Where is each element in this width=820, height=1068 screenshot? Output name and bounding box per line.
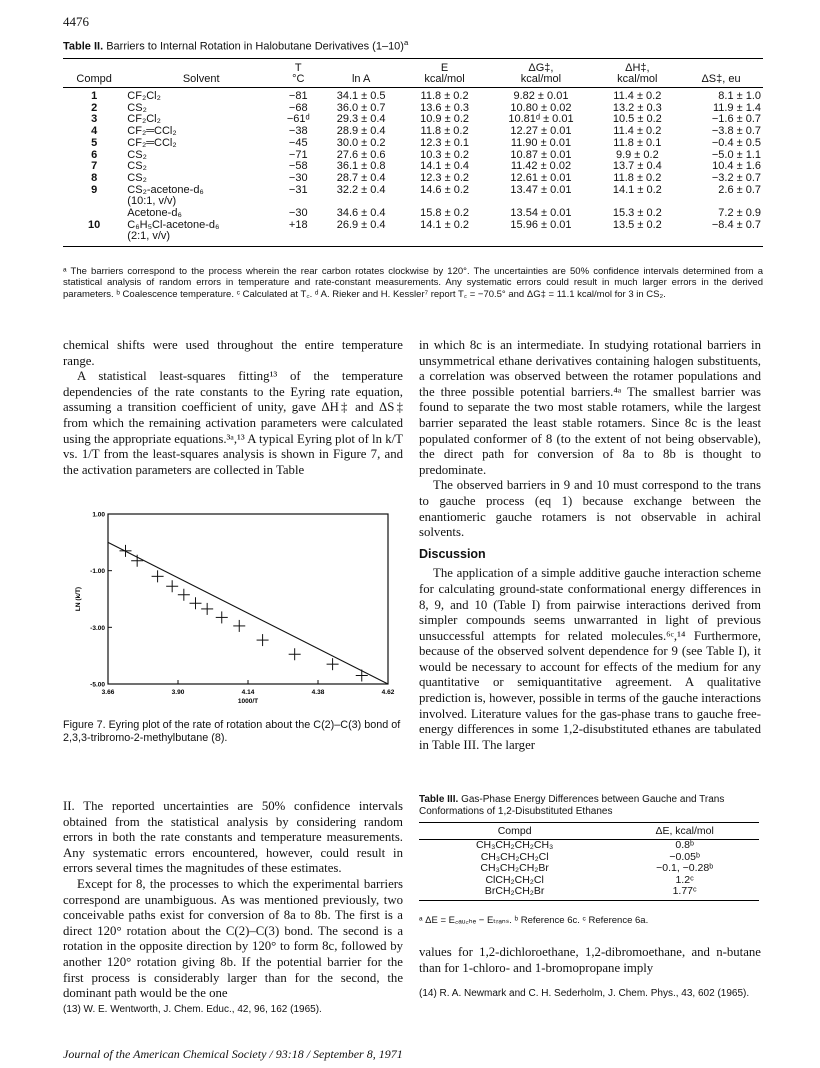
table-cell: 13.2 ± 0.3 [612,101,662,114]
figure7-caption: Figure 7. Eyring plot of the rate of rotation about the C(2)–C(3) bond of 2,3,3-tribromo-2-methylbutane (8). [63,719,401,744]
data-point [152,570,164,582]
table-cell: 11.8 ± 0.2 [420,125,469,138]
table-cell: 9.9 ± 0.2 [615,148,659,161]
y-tick-label: 1.00 [92,511,105,519]
table-row [419,875,759,887]
table-cell: 0.8ᵇ [675,839,694,851]
table2-header: kcal/mol [403,74,486,88]
table-cell: 4 [91,125,98,138]
data-point [356,670,368,682]
table-cell: 26.9 ± 0.4 [336,218,386,231]
table2-header: kcal/mol [596,74,679,88]
table-cell: −1.6 ± 0.7 [711,113,761,126]
table2-header: ΔS‡, eu [679,74,763,88]
y-tick-label: -3.00 [90,624,105,632]
table-cell: 27.6 ± 0.6 [336,148,386,161]
table-cell: 34.6 ± 0.4 [336,207,386,220]
table-cell: 9.82 ± 0.01 [513,90,569,102]
paragraph: The application of a simple additive gauche interaction scheme for calculating ground-state conformational energy differences in 8, 9, and 10 (Table I) from pairwise interactions derived from simpler compounds seems unwarranted in light of previous unsuccessful attempts for related molecules.⁶ᶜ,¹⁴ Furthermore, because of the observed solvent dependence for 9 (see Table I), it would be necessary to account for effects of the medium for any quantitative or semiquantitative agreement. A qualitative prediction is, however, possible in terms of the gauche interactions involved. Literature values for the gas-phase trans to gauche free-energy differences in some 1,2-disubstituted ethanes are tabulated in Table III. The larger [419,566,761,752]
table-cell: (10:1, v/v) [127,195,177,208]
fit-line [108,542,388,684]
table-row [63,173,763,185]
table-cell: 10.87 ± 0.01 [510,148,572,161]
table-cell [679,231,763,246]
table2-title-sup: a [403,38,409,47]
table-cell [403,231,486,246]
table-cell: CS₂ [127,148,147,161]
table-cell: CH₃CH₂CH₂Cl [480,850,549,863]
x-tick-label: 3.90 [171,689,185,696]
table-cell: 1.2ᶜ [675,873,694,886]
table-cell: 1 [91,90,98,102]
table-cell: 3 [91,113,98,126]
table-cell: CF₂Cl₂ [127,90,161,102]
table-cell: 13.54 ± 0.01 [510,207,572,220]
data-point [178,589,190,601]
table-cell: 10.81ᵈ ± 0.01 [508,113,574,126]
table-cell: 14.1 ± 0.4 [420,160,469,173]
table-cell: 6 [91,148,98,161]
table2-header: ln A [319,74,402,88]
table-cell: 13.7 ± 0.4 [612,160,662,173]
table-cell: −5.0 ± 1.1 [711,148,761,161]
table-cell: 10.9 ± 0.2 [420,113,469,126]
table-cell: −71 [288,148,308,161]
table-cell: 14.1 ± 0.2 [612,183,662,196]
paragraph: II. The reported uncertainties are 50% confidence intervals obtained from the statistical analysis by considering random errors in both the rate constants and temperature measurements. Any systematic errors encountered, however, could result in errors several times the magnitudes of these estimates. [63,799,403,876]
table-cell: −68 [288,101,308,114]
table-cell: 14.1 ± 0.2 [420,218,469,231]
table2-footnote: ᵃ The barriers correspond to the process wherein the rear carbon rotates clockwise by 120°. The uncertainties are 50% confidence intervals determined from a statistical analysis of random errors in temperature and rate-constant measurements. Any systematic errors could result in much larger errors in the derived parameters. ᵇ Coalescence temperature. ᶜ Calculated at T꜀. ᵈ A. Rieker and H. Kessler⁷ report T꜀ = −70.5° and ΔG‡ = 11.1 kcal/mol for 3 in CS₂. [63,266,763,300]
table2-label: Table II. [63,40,104,53]
table-cell: 2 [91,101,98,114]
table-cell: +18 [288,218,308,231]
x-tick-label: 4.14 [241,689,255,696]
table-cell: 29.3 ± 0.4 [336,113,386,126]
table-cell [63,208,125,220]
table-cell [277,231,319,246]
table-cell: CS₂ [127,171,147,184]
table2-header: °C [277,74,319,88]
table-cell: 32.2 ± 0.4 [336,183,386,196]
table-row [63,231,763,246]
left-column-top [63,338,403,478]
table-cell: C₆H₅Cl-acetone-d₆ [127,218,220,231]
data-point [190,597,202,609]
table-cell: 11.8 ± 0.1 [613,136,662,149]
table-cell: 9 [91,183,98,196]
paragraph: chemical shifts were used throughout the entire temperature range. [63,338,403,368]
table-row [63,88,763,103]
table-cell: −58 [288,160,308,173]
table-cell: −0.05ᵇ [669,850,700,863]
table-cell: 28.7 ± 0.4 [336,171,386,184]
paragraph: A statistical least-squares fitting¹³ of the temperature dependencies of the rate constants to the Eyring rate equation, assuming a transition coefficient of unity, gave ΔH‡ and ΔS‡ from which the remaining activation parameters were calculated using the appropriate equations.³ᵃ,¹³ A typical Eyring plot of ln k/T vs. 1/T from the least-squares analysis is shown in Figure 7, and the activation parameters are collected in Table [63,369,403,477]
data-point [289,648,301,660]
data-point [120,545,132,557]
table-cell: 10 [88,218,101,231]
table-cell: −8.4 ± 0.7 [711,218,761,231]
table-cell: −30 [288,207,308,220]
table2-header: Compd [63,74,125,88]
paragraph: The observed barriers in 9 and 10 must correspond to the trans to gauche process (eq 1) because exchange between the enantiomeric gauche rotamers is not observable in achiral solvents. [419,478,761,540]
table-cell: 10.4 ± 1.6 [712,160,761,173]
table-cell: CH₃CH₂CH₂CH₃ [475,839,554,851]
table-row [419,863,759,875]
table2-header-top: E [403,59,486,75]
table2-header: kcal/mol [486,74,595,88]
table2-header-top: ΔH‡, [596,59,679,75]
table2-title: Barriers to Internal Rotation in Halobutane Derivatives (1–10) [106,40,404,53]
table-cell [486,231,595,246]
table-cell: CH₃CH₂CH₂Br [480,862,549,874]
data-point [166,580,178,592]
right-column-tail: values for 1,2-dichloroethane, 1,2-dibromoethane, and n-butane than for 1-chloro- and 1-bromopropane imply [419,945,761,975]
table-cell: 10.5 ± 0.2 [612,113,662,126]
table-row [63,208,763,220]
y-tick-label: -1.00 [90,568,105,576]
table-cell: −38 [288,125,308,138]
table-cell: 15.96 ± 0.01 [510,218,572,231]
table-cell: 13.6 ± 0.3 [420,101,469,114]
table-cell: −81 [288,90,308,102]
table2-header-top [319,59,402,75]
table-cell: BrCH₂CH₂Br [419,886,610,900]
table-row [419,840,759,852]
discussion-heading: Discussion [419,546,486,561]
table-cell: −30 [288,171,308,184]
table-cell: 15.3 ± 0.2 [612,207,662,220]
x-tick-label: 4.62 [381,689,395,696]
y-axis-label: LN (k/T) [75,586,82,612]
table-cell: 12.3 ± 0.1 [420,136,469,149]
table3 [419,822,759,901]
paragraph: in which 8c is an intermediate. In studying rotational barriers in unsymmetrical ethane derivatives containing halogen substituents, a correlation was observed between the rotamer populations and the three possible potential barriers.⁴ᵃ The smallest barrier was found to separate the two most stable rotamers, while the largest barrier separated the least stable rotamers. Since 8c is the least populated conformer of 8 (to the extent of not being observable), the direct path for conversion of 8a to 8b is thought to predominate. [419,338,761,477]
right-column [419,338,761,753]
plot-frame [108,514,388,684]
table-cell: −31 [288,183,308,196]
table-cell: 12.27 ± 0.01 [510,125,572,138]
page-number: 4476 [63,14,89,29]
table-cell: −45 [288,136,308,149]
table-cell: 11.42 ± 0.02 [510,160,572,173]
table-cell: 13.47 ± 0.01 [510,183,572,196]
table-cell: 8.1 ± 1.0 [718,90,761,102]
table-cell: −3.8 ± 0.7 [711,125,761,138]
table3-footnote: ᵃ ΔE = E꜀ₐᵤ꜀ₕₑ − Eₜᵣₐₙₛ. ᵇ Reference 6c. ᶜ Reference 6a. [419,915,649,926]
table-cell: CF₂Cl₂ [127,113,161,126]
table-cell: 36.1 ± 0.8 [336,160,386,173]
table-cell: 11.8 ± 0.2 [613,171,662,184]
table-cell: 28.9 ± 0.4 [336,125,386,138]
table3-label: Table III. [419,794,459,805]
data-point [201,603,213,615]
table-cell [63,231,125,246]
table-cell: −0.1, −0.28ᵇ [656,862,714,874]
reference-14: (14) R. A. Newmark and C. H. Sederholm, J. Chem. Phys., 43, 602 (1965). [419,988,750,999]
table-cell: 1.77ᶜ [610,886,759,900]
x-axis-label: 1000/T [237,698,259,705]
table-cell: 30.0 ± 0.2 [336,136,386,149]
table-cell: 10.80 ± 0.02 [510,101,572,114]
data-point [131,555,143,567]
table-cell [63,196,125,208]
table-cell: −3.2 ± 0.7 [711,171,761,184]
table-cell: −0.4 ± 0.5 [711,136,761,149]
table2 [63,58,763,247]
table-cell: 15.8 ± 0.2 [420,207,469,220]
data-point [327,658,339,670]
table3-header: Compd [419,823,610,840]
table2-header-top: ΔG‡, [486,59,595,75]
table-cell [596,231,679,246]
table3-caption [419,794,759,818]
reference-13: (13) W. E. Wentworth, J. Chem. Educ., 42, 96, 162 (1965). [63,1004,322,1015]
table-cell: Acetone-d₆ [127,207,182,220]
table-cell: (2:1, v/v) [125,231,277,246]
table-cell: 11.8 ± 0.2 [420,90,469,102]
table-cell: CS₂-acetone-d₆ [127,183,204,196]
data-point [257,634,269,646]
x-tick-label: 3.66 [101,689,115,696]
table2-header: Solvent [125,74,277,88]
table-cell: 13.5 ± 0.2 [612,218,662,231]
table-cell: CS₂ [127,160,147,173]
data-point [216,611,228,623]
paragraph: Except for 8, the processes to which the experimental barriers correspond are unambiguous. As was mentioned previously, two conceivable paths exist for conversion of 8a to 8b. The first is a direct 120° rotation about the C(2)–C(3) bond. The second is a rotation in the opposite direction by 120° to form 8c, followed by another 120° rotation giving 8b. If the potential barrier for the first process is considerably larger than for the second, the dominant path would be the one [63,876,403,1001]
table-cell: 10.3 ± 0.2 [420,148,469,161]
table-cell: ClCH₂CH₂Cl [485,873,544,886]
x-tick-label: 4.38 [311,689,325,696]
table2-header-top: T [277,59,319,75]
table-cell: 11.4 ± 0.2 [613,90,662,102]
y-tick-label: -5.00 [90,681,105,689]
table-cell: 7 [91,160,98,173]
left-column-bottom [63,799,403,1002]
table-cell: 2.6 ± 0.7 [718,183,761,196]
table-cell: 34.1 ± 0.5 [336,90,386,102]
table3-header: ΔE, kcal/mol [610,823,759,840]
table-cell: CS₂ [127,101,147,114]
table-cell: 11.90 ± 0.01 [510,136,572,149]
table2-caption [63,38,763,53]
table-cell: 12.61 ± 0.01 [510,171,572,184]
table-cell [319,231,402,246]
table-cell: CF₂═CCl₂ [127,125,177,138]
data-point [233,620,245,632]
table-row [63,138,763,150]
table3-title: Gas-Phase Energy Differences between Gauche and Trans Conformations of 1,2-Disubstituted Ethanes [419,794,725,817]
table-cell: 11.9 ± 1.4 [712,101,761,114]
table-cell: CF₂═CCl₂ [127,136,177,149]
table2-header-top [679,59,763,75]
table-cell: 7.2 ± 0.9 [718,207,761,220]
figure7-eyring-plot [63,502,403,722]
table-cell: 14.6 ± 0.2 [420,183,469,196]
table2-header-top [63,59,125,75]
table2-header-top [125,59,277,75]
table-cell: 5 [91,136,98,149]
table-cell: 8 [91,171,98,184]
table-cell: 12.3 ± 0.2 [420,171,469,184]
journal-footer: Journal of the American Chemical Society / 93:18 / September 8, 1971 [63,1047,403,1061]
table-cell: −61ᵈ [286,113,310,126]
table-row [419,886,759,900]
table-cell: 36.0 ± 0.7 [336,101,386,114]
table-cell: 11.4 ± 0.2 [613,125,662,138]
